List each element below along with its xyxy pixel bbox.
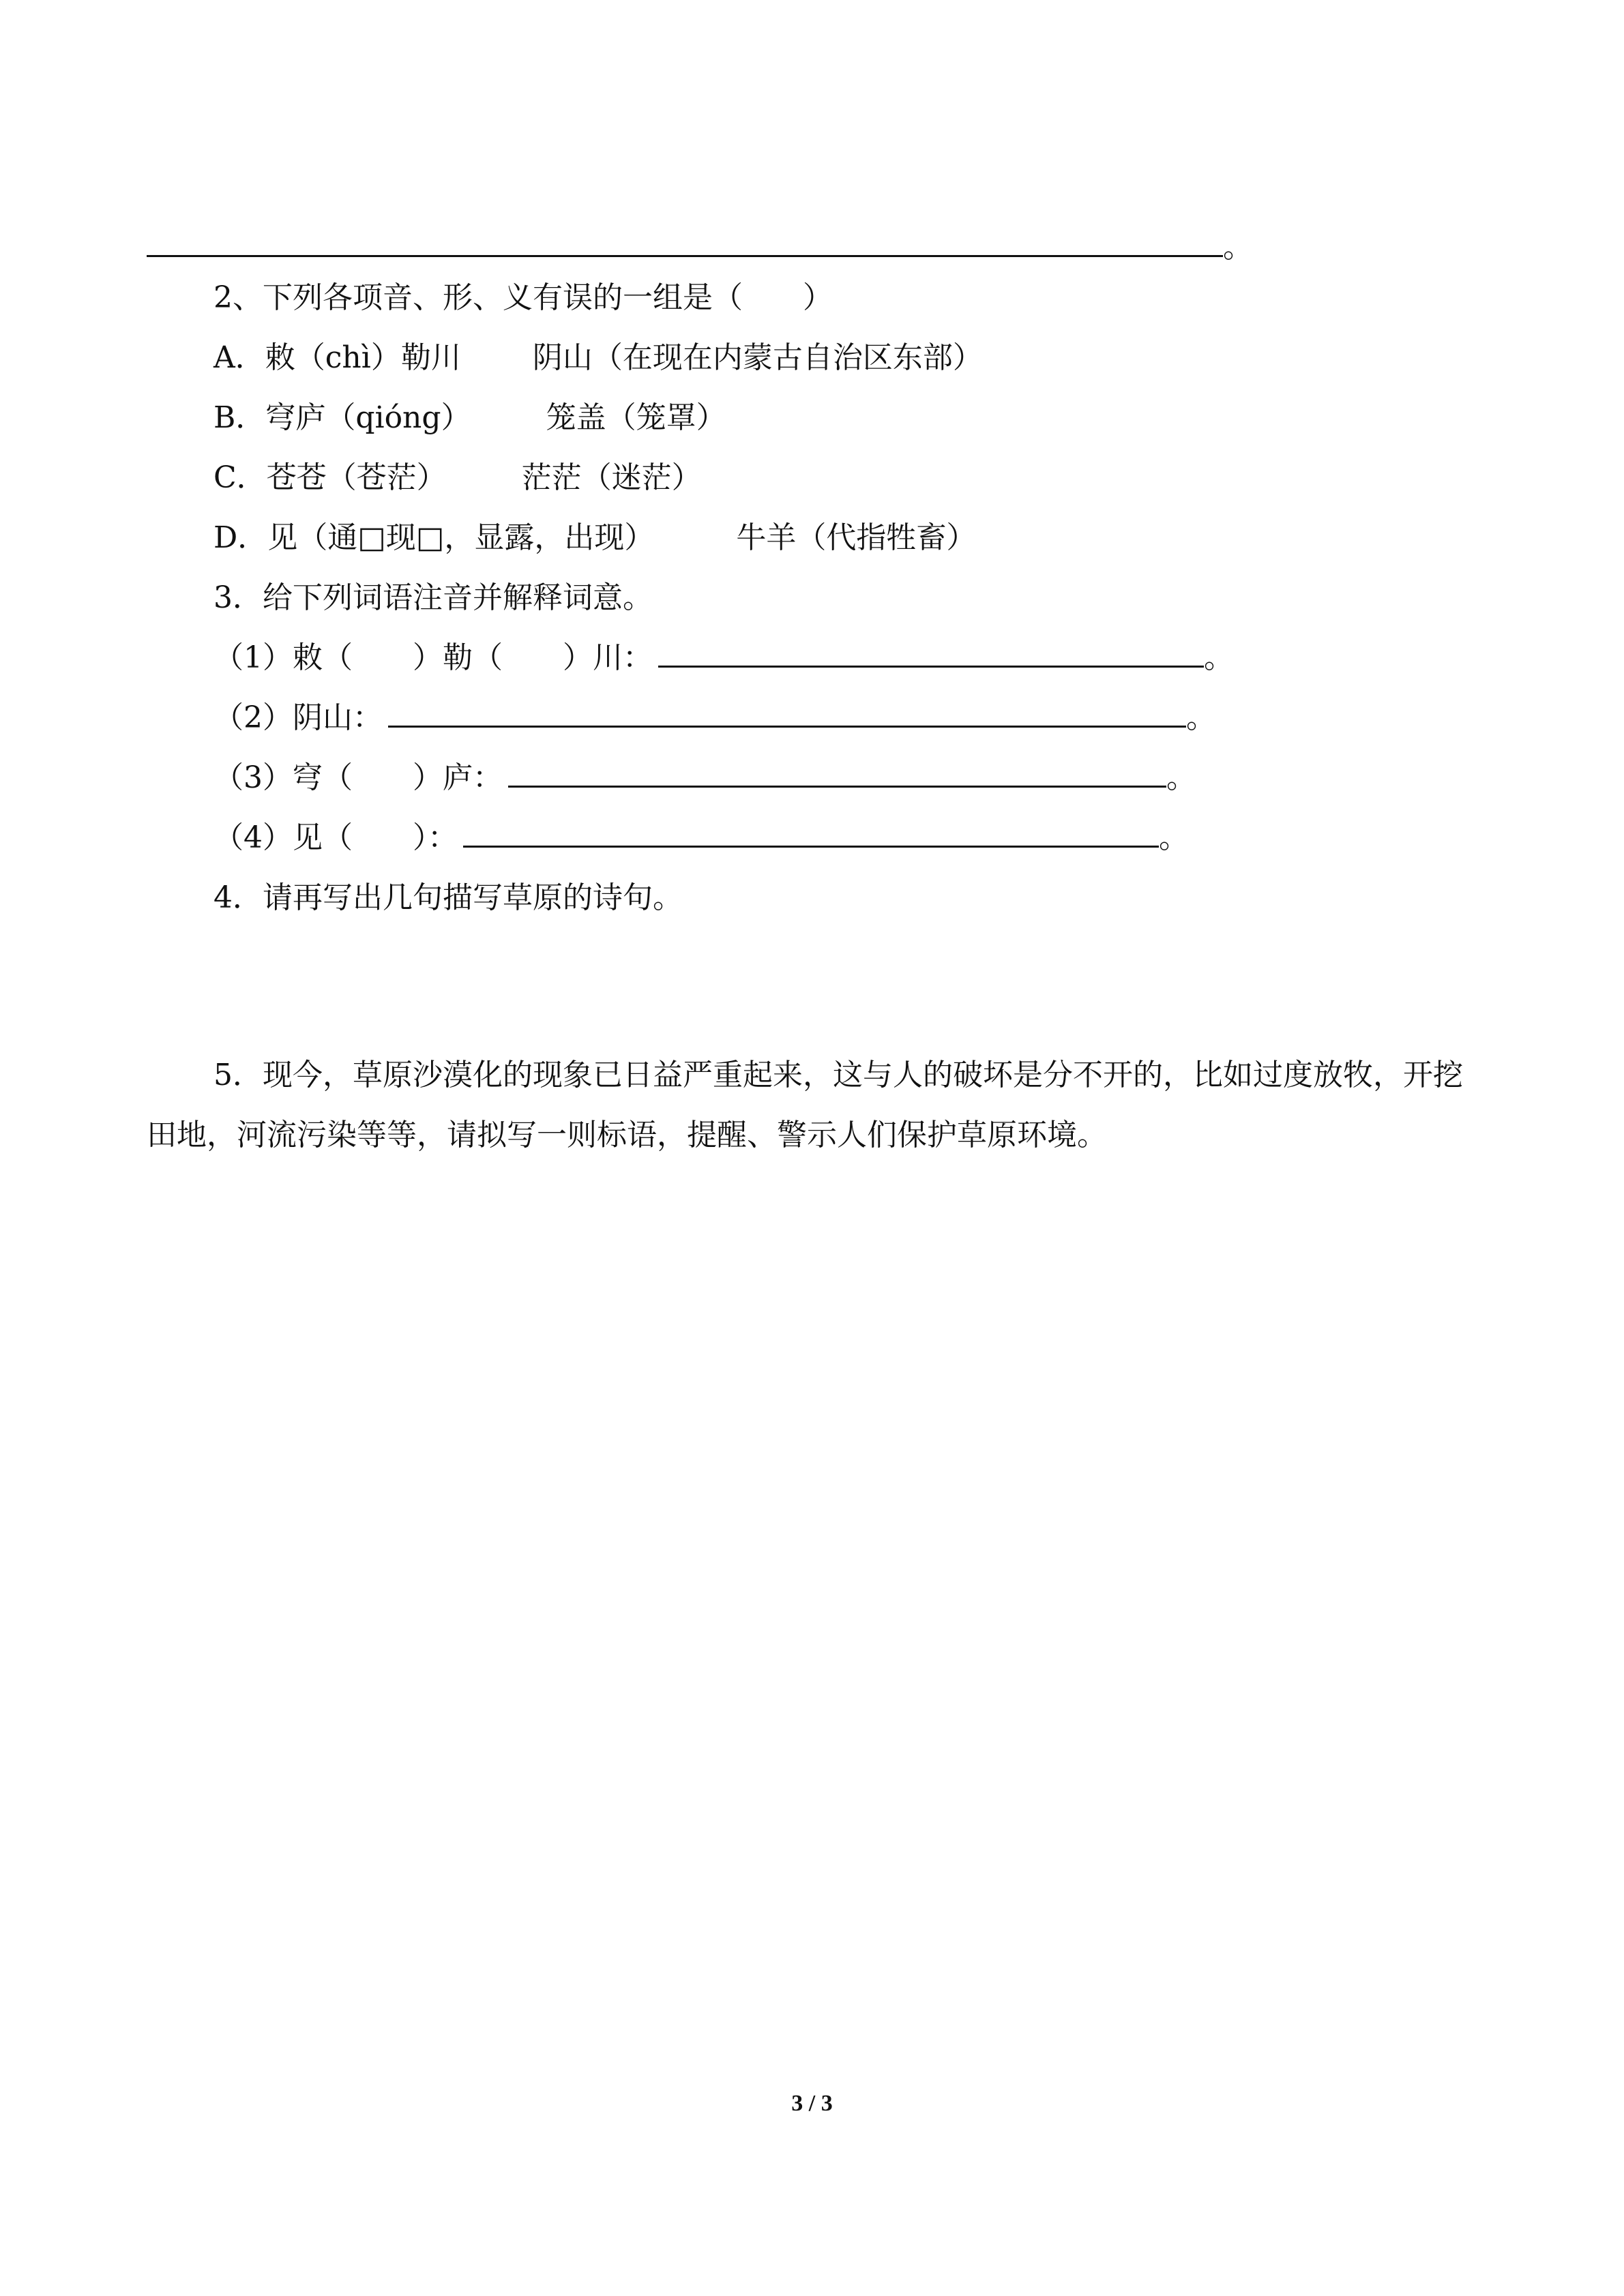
- question-text: 2、下列各项音、形、义有误的一组是（ ）: [213, 280, 833, 315]
- option-b[interactable]: [213, 387, 726, 449]
- question-text: 4．请再写出几句描写草原的诗句。: [213, 880, 683, 915]
- period: 。: [1204, 640, 1234, 675]
- q3-item-1: [213, 627, 1234, 689]
- item-label: （1）敕（ ）勒（ ）川：: [213, 640, 653, 675]
- item-label: （3）穹（ ）庐：: [213, 760, 503, 795]
- option-c[interactable]: [213, 447, 702, 509]
- q3-item-4: [213, 807, 1189, 869]
- answer-blank[interactable]: [147, 217, 1223, 257]
- question-text: 3．给下列词语注音并解释词意。: [213, 580, 653, 615]
- item-label: （4）见（ ）：: [213, 820, 458, 855]
- period: 。: [1223, 230, 1253, 265]
- question-5-text: 5．现今，草原沙漠化的现象已日益严重起来，这与人的破坏是分不开的，比如过度放牧，开挖田地，河流污染等等，请拟写一则标语，提醒、警示人们保护草原环境。: [147, 1058, 1463, 1152]
- question-2-stem: [213, 267, 833, 329]
- q3-item-2: [213, 687, 1216, 749]
- period: 。: [1166, 760, 1196, 795]
- q3-item-3: [213, 747, 1196, 809]
- period: 。: [1186, 700, 1216, 735]
- option-a-word: A．敕（chì）勒川: [213, 340, 461, 375]
- question-3-stem: [213, 567, 653, 629]
- option-a-word-2: 阴山（在现在内蒙古自治区东部）: [532, 340, 983, 375]
- page-number: 3 / 3: [791, 2091, 833, 2116]
- answer-blank[interactable]: [388, 687, 1186, 728]
- option-d[interactable]: [213, 507, 976, 569]
- option-b-word: B．穹庐（qióng）: [213, 400, 471, 435]
- period: 。: [1159, 820, 1189, 855]
- answer-blank[interactable]: [658, 627, 1204, 668]
- question-4-stem: [213, 867, 683, 929]
- option-d-word-2: 牛羊（代指牲畜）: [736, 520, 977, 555]
- option-c-word-2: 茫茫（迷茫）: [521, 460, 702, 495]
- option-d-word: D．见（通□现□，显露，出现）: [213, 520, 655, 555]
- answer-blank[interactable]: [463, 807, 1159, 848]
- item-label: （2）阴山：: [213, 700, 383, 735]
- option-b-word-2: 笼盖（笼罩）: [546, 400, 726, 435]
- answer-blank[interactable]: [508, 747, 1166, 788]
- option-c-word: C．苍苍（苍茫）: [213, 460, 447, 495]
- option-a[interactable]: [213, 327, 983, 389]
